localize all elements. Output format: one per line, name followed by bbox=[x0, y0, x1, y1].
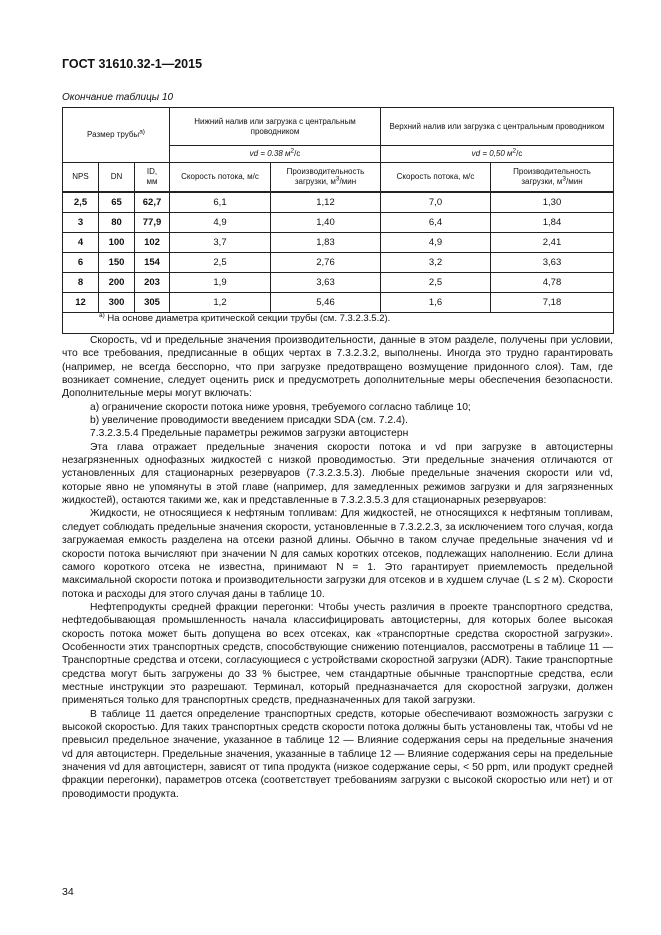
paragraph: Эта глава отражает предельные значения скорости потока и vd при загрузке в автоцистерны незагрязненных однофазных жидкостей с низкой проводимостью. Эти предельные значения отличаются от установленных для стационарных резервуаров (7.3.2.3.5.3). Любые предельные значения скорости или vd, которые явно не упомянуты в этой главе (например, для замедленных режимов загрузки и для загрязненных жидкостей), остаются такими же, как и представленные в 7.3.2.3.5.3 для стационарных резервуаров: bbox=[62, 441, 613, 507]
table-caption: Окончание таблицы 10 bbox=[62, 92, 174, 103]
dn-cell: 80 bbox=[99, 213, 135, 233]
nps-cell: 2,5 bbox=[63, 192, 99, 213]
perf1-cell: 1,40 bbox=[271, 213, 381, 233]
id-cell: 77,9 bbox=[135, 213, 170, 233]
table-row bbox=[63, 233, 614, 253]
dn-cell: 65 bbox=[99, 192, 135, 213]
speed1-cell: 1,2 bbox=[170, 293, 271, 313]
col-perf1-header: Производительность загрузки, $м^3$/мин bbox=[271, 163, 381, 193]
id-cell: 154 bbox=[135, 253, 170, 273]
col-id-header: ID, мм bbox=[135, 163, 170, 193]
perf2-cell: 7,18 bbox=[491, 293, 614, 313]
speed2-cell: 1,6 bbox=[381, 293, 491, 313]
table-row bbox=[63, 253, 614, 273]
speed2-cell: 6,4 bbox=[381, 213, 491, 233]
nps-cell: 6 bbox=[63, 253, 99, 273]
dn-cell: 100 bbox=[99, 233, 135, 253]
nps-cell: 4 bbox=[63, 233, 99, 253]
group1-vd-header: vd = 0.38 $м^2/с$ bbox=[170, 146, 381, 163]
dn-cell: 150 bbox=[99, 253, 135, 273]
paragraph: b) увеличение проводимости введением присадки SDA (см. 7.2.4). bbox=[90, 415, 408, 427]
table-row bbox=[63, 213, 614, 233]
speed1-cell: 6,1 bbox=[170, 192, 271, 213]
table-row bbox=[63, 293, 614, 313]
table-row bbox=[63, 192, 614, 213]
perf2-cell: 3,63 bbox=[491, 253, 614, 273]
paragraph: а) ограничение скорости потока ниже уровня, требуемого согласно таблице 10; bbox=[90, 401, 471, 413]
group1-header: Нижний налив или загрузка с центральным проводником bbox=[170, 108, 381, 146]
speed1-cell: 4,9 bbox=[170, 213, 271, 233]
id-cell: 203 bbox=[135, 273, 170, 293]
dn-cell: 200 bbox=[99, 273, 135, 293]
id-cell: 305 bbox=[135, 293, 170, 313]
document-header: ГОСТ 31610.32-1—2015 bbox=[62, 57, 203, 71]
dn-cell: 300 bbox=[99, 293, 135, 313]
nps-cell: 3 bbox=[63, 213, 99, 233]
speed1-cell: 2,5 bbox=[170, 253, 271, 273]
table-row bbox=[63, 273, 614, 293]
id-cell: 102 bbox=[135, 233, 170, 253]
nps-cell: 12 bbox=[63, 293, 99, 313]
perf1-cell: 2,76 bbox=[271, 253, 381, 273]
speed1-cell: 3,7 bbox=[170, 233, 271, 253]
flow-rate-table bbox=[62, 107, 614, 334]
perf2-cell: 2,41 bbox=[491, 233, 614, 253]
col-speed2-header: Скорость потока, м/с bbox=[381, 163, 491, 193]
body-text bbox=[62, 334, 613, 801]
col-dn-header: DN bbox=[99, 163, 135, 193]
group2-header: Верхний налив или загрузка с центральным проводником bbox=[381, 108, 614, 146]
perf2-cell: 1,30 bbox=[491, 192, 614, 213]
page-number: 34 bbox=[62, 886, 74, 898]
paragraph: Жидкости, не относящиеся к нефтяным топливам: Для жидкостей, не относящихся к нефтяным топливам, следует соблюдать предельные значения скорости, установленные в 7.3.2.2.3, за исключением того случая, когда загружаемая емкость разделена на отсеки разной длины. Обычно в таком случае предельные значения vd и скорости потока вычисляют при значении N для самых коротких отсеков, подлежащих наполнению. Если длина самого короткого отсека не известна, принимают N = 1. Это гарантирует приемлемость предельной максимальной скорости потока и производительности загрузки для отсеков и в худшем случае (L ≤ 2 м). Скорости потока и расходы для этого случая даны в таблице 10. bbox=[62, 508, 613, 600]
col-speed1-header: Скорость потока, м/с bbox=[170, 163, 271, 193]
perf2-cell: 1,84 bbox=[491, 213, 614, 233]
table-footnote: $^{a)}$ На основе диаметра критической секции трубы (см. 7.3.2.3.5.2). bbox=[63, 313, 614, 334]
pipe-size-header: Размер трубы$^{a)}$ bbox=[63, 108, 170, 163]
perf1-cell: 1,12 bbox=[271, 192, 381, 213]
paragraph: В таблице 11 дается определение транспортных средств, которые обеспечивают возможность загрузки с высокой скоростью. Для таких транспортных средств скорости потока должны быть установлены так, чтобы vd не превысил предельное значение, указанное в таблице 12 — Влияние содержания серы на предельные значения vd для автоцистерн. Предельные значения, указанные в таблице 12 — Влияние содержания серы на предельные значения vd для автоцистерн, зависят от типа продукта (низкое содержание серы, < 50 ppm, или продукт средней фракции перегонки), параметров отсека (соответствует требованиям загрузки с высокой скоростью или нет) и от проводимости продукта. bbox=[62, 708, 613, 800]
perf1-cell: 1,83 bbox=[271, 233, 381, 253]
speed2-cell: 2,5 bbox=[381, 273, 491, 293]
col-perf2-header: Производительность загрузки, $м^3$/мин bbox=[491, 163, 614, 193]
speed2-cell: 4,9 bbox=[381, 233, 491, 253]
speed2-cell: 3,2 bbox=[381, 253, 491, 273]
perf2-cell: 4,78 bbox=[491, 273, 614, 293]
speed1-cell: 1,9 bbox=[170, 273, 271, 293]
id-cell: 62,7 bbox=[135, 192, 170, 213]
perf1-cell: 5,46 bbox=[271, 293, 381, 313]
col-nps-header: NPS bbox=[63, 163, 99, 193]
nps-cell: 8 bbox=[63, 273, 99, 293]
group2-vd-header: vd = 0,50 $м^2/с$ bbox=[381, 146, 614, 163]
paragraph: Нефтепродукты средней фракции перегонки: Чтобы учесть различия в проекте транспортного средства, нефтедобывающая промышленность начала классифицировать автоцистерны, для которых более высокая скорость потока может быть допущена во всех отсеках, как «транспортные средства скоростной загрузки». Особенности этих транспортных средств, способствующие снижению потенциалов, рассмотрены в таблице 11 — Транспортные средства и отсеки, согласующиеся с устройствами скоростной загрузки (ADR). Такие транспортные средства могут быть загружены до 33 % быстрее, чем стандартные обычные транспортные средства, если местные инструкции это разрешают. Терминал, который предназначается для скоростной загрузки, должен применяться только для транспортных средств, предназначенных для такой загрузки. bbox=[62, 601, 613, 707]
perf1-cell: 3,63 bbox=[271, 273, 381, 293]
speed2-cell: 7,0 bbox=[381, 192, 491, 213]
paragraph: Скорость, vd и предельные значения производительности, данные в этом разделе, получены при условии, что все требования, предписанные в общих чертах в 7.3.2.3.2, выполнены. Иногда это трудно гарантировать (например, не всегда бесспорно, что при загрузке предотвращено возмущение придонного слоя). Там, где возникает сомнение, следует оценить риск и предусмотреть дополнительные меры обеспечения безопасности. Дополнительные меры могут включать: bbox=[62, 335, 613, 400]
paragraph: 7.3.2.3.5.4 Предельные параметры режимов загрузки автоцистерн bbox=[90, 428, 409, 440]
